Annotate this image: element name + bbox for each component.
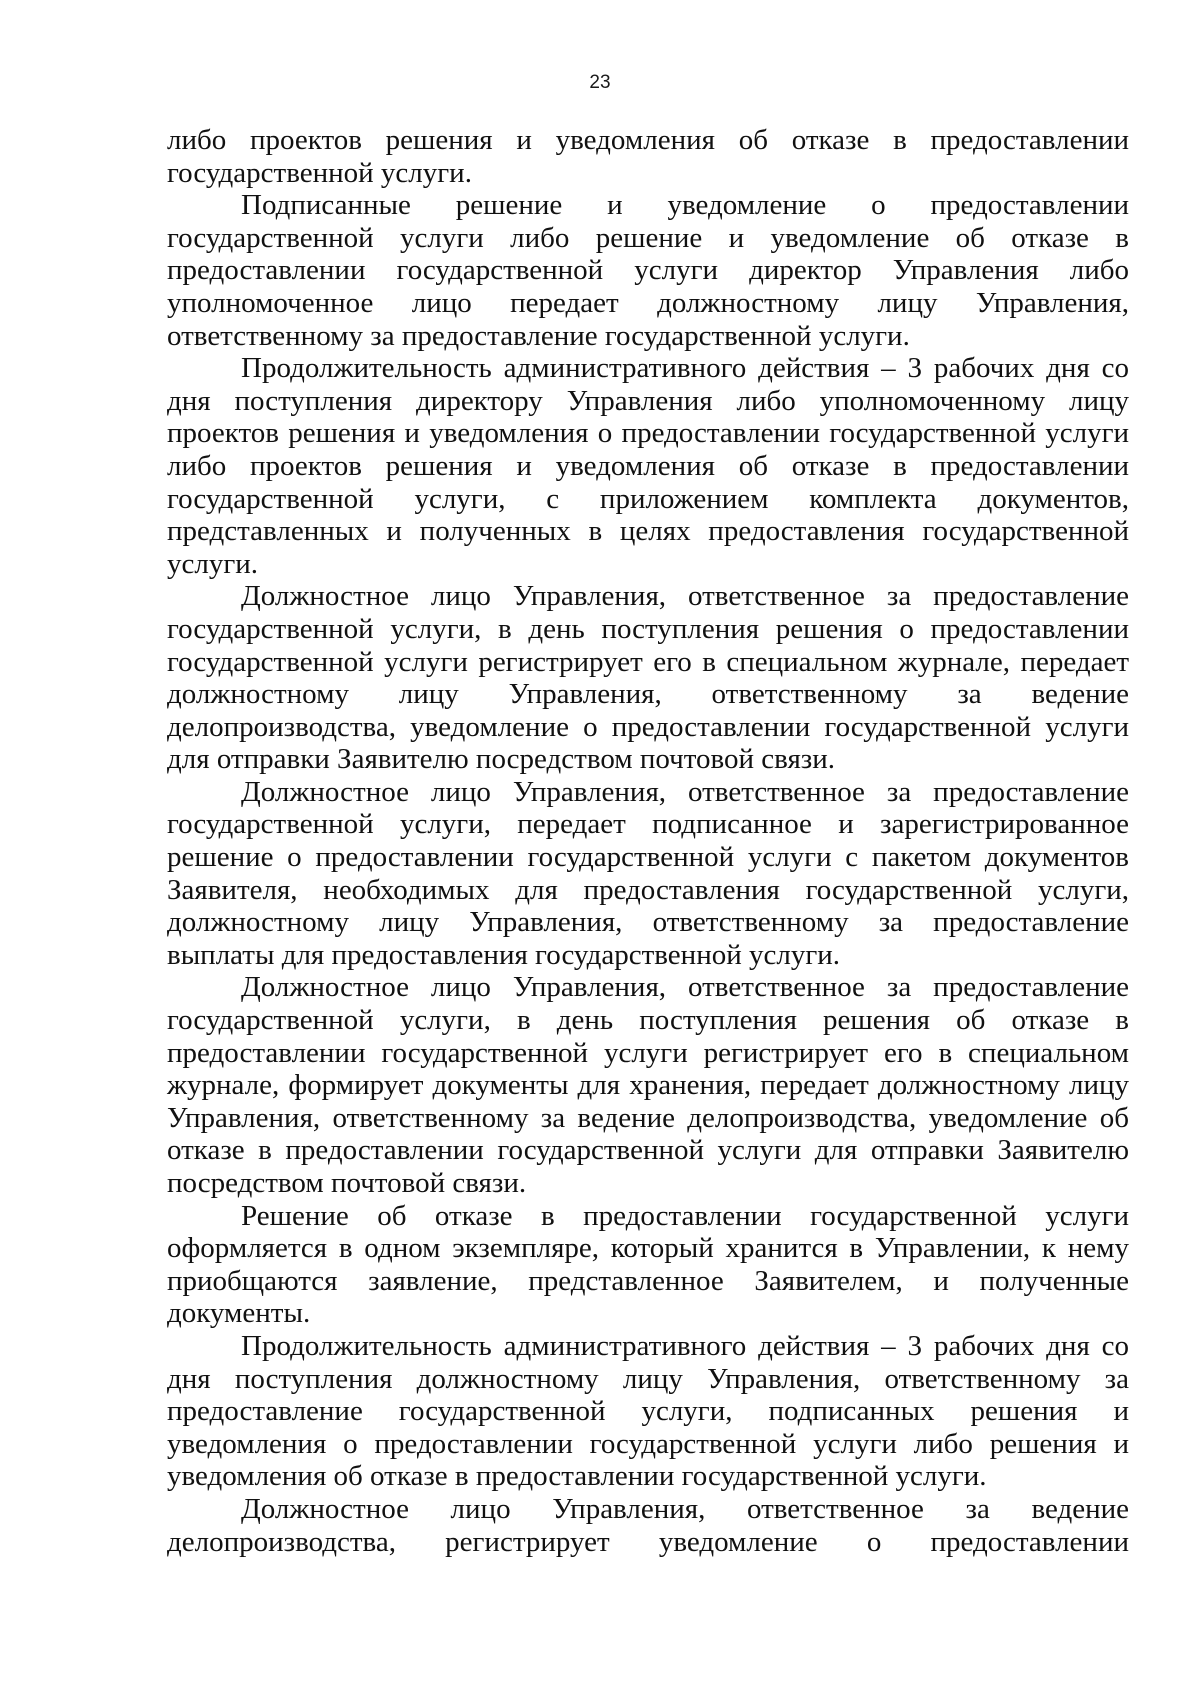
paragraph: Решение об отказе в предоставлении государственной услуги оформляется в одном экземпляре, который хранится в Управлении, к нему приобщаются заявление, представленное Заявителем, и полученные документы. — [167, 1199, 1129, 1330]
paragraph-truncated: Должностное лицо Управления, ответственное за ведение делопроизводства, регистрирует уведомление о предоставлении — [167, 1492, 1129, 1558]
paragraph: Должностное лицо Управления, ответственное за предоставление государственной услуги, в день поступления решения об отказе в предоставлении государственной услуги регистрирует его в специальном журнале, формирует документы для хранения, передает должностному лицу Управления, ответственному за ведение делопроизводства, уведомление об отказе в предоставлении государственной услуги для отправки Заявителю посредством почтовой связи. — [167, 971, 1129, 1199]
paragraph-continuation: либо проектов решения и уведомления об отказе в предоставлении государственной услуги. — [167, 124, 1129, 189]
paragraph: Продолжительность административного действия – 3 рабочих дня со дня поступления должностному лицу Управления, ответственному за предоставление государственной услуги, подписанных решения и уведомления о предоставлении государственной услуги либо решения и уведомления об отказе в предоставлении государственной услуги. — [167, 1329, 1129, 1493]
paragraph: Продолжительность административного действия – 3 рабочих дня со дня поступления директору Управления либо уполномоченному лицу проектов решения и уведомления о предоставлении государственной услуги либо проектов решения и уведомления об отказе в предоставлении государственной услуги, с приложением комплекта документов, представленных и полученных в целях предоставления государственной услуги. — [167, 352, 1129, 580]
paragraph: Должностное лицо Управления, ответственное за предоставление государственной услуги, в день поступления решения о предоставлении государственной услуги регистрирует его в специальном журнале, передает должностному лицу Управления, ответственному за ведение делопроизводства, уведомление о предоставлении государственной услуги для отправки Заявителю посредством почтовой связи. — [167, 580, 1129, 776]
page-number: 23 — [589, 72, 611, 93]
paragraph: Должностное лицо Управления, ответственное за предоставление государственной услуги, передает подписанное и зарегистрированное решение о предоставлении государственной услуги с пакетом документов Заявителя, необходимых для предоставления государственной услуги, должностному лицу Управления, ответственному за предоставление выплаты для предоставления государственной услуги. — [167, 775, 1129, 971]
document-body — [167, 124, 1129, 1558]
paragraph: Подписанные решение и уведомление о предоставлении государственной услуги либо решение и уведомление об отказе в предоставлении государственной услуги директор Управления либо уполномоченное лицо передает должностному лицу Управления, ответственному за предоставление государственной услуги. — [167, 189, 1129, 352]
